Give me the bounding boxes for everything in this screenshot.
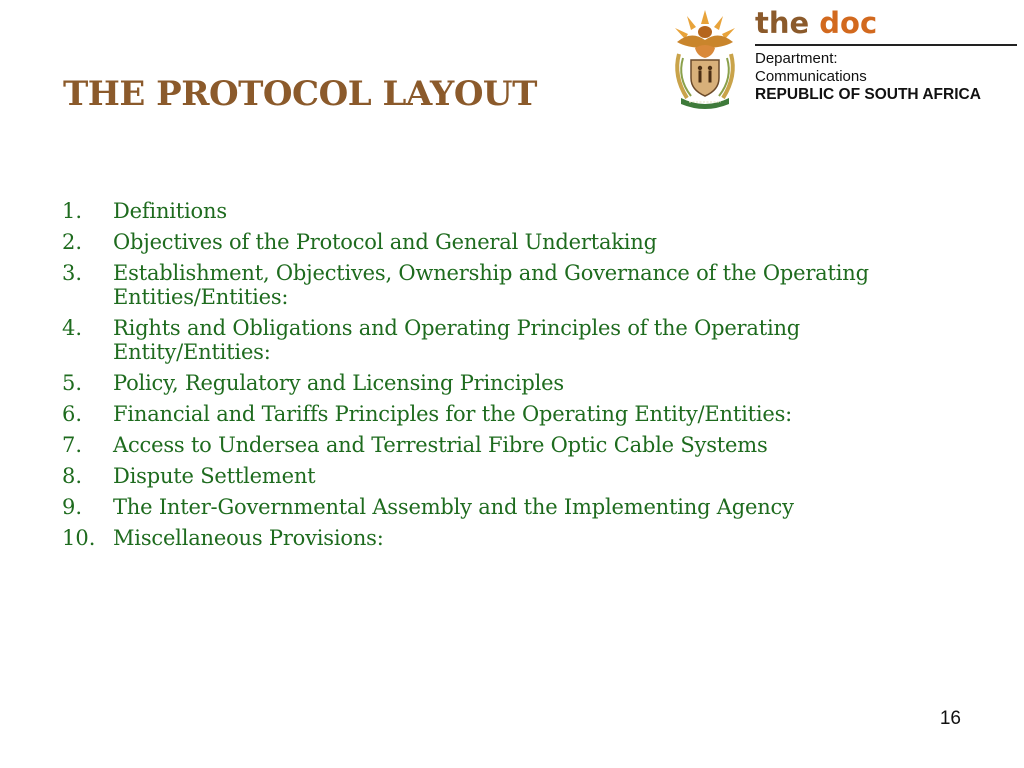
list-item-number: 9.: [62, 495, 83, 519]
list-item: [62, 464, 962, 488]
list-item-text: Miscellaneous Provisions:: [113, 526, 384, 550]
list-item: [62, 495, 962, 519]
list-item-text: The Inter-Governmental Assembly and the Implementing Agency: [113, 495, 794, 519]
list-item-text: Objectives of the Protocol and General Undertaking: [113, 230, 657, 254]
list-item-number: 6.: [62, 402, 83, 426]
south-africa-coat-of-arms-icon: [665, 6, 745, 112]
list-item-number: 2.: [62, 230, 83, 254]
logo-divider: [755, 44, 1017, 46]
list-item: [62, 402, 962, 426]
list-item-text: Dispute Settlement: [113, 464, 316, 488]
brand-wordmark: [755, 6, 877, 40]
list-item-text: Policy, Regulatory and Licensing Principles: [113, 371, 564, 395]
department-line1: Department:: [755, 50, 838, 67]
department-text: [755, 50, 981, 104]
list-item-number: 4.: [62, 316, 83, 340]
list-item-number: 10.: [62, 526, 96, 550]
department-logo: [665, 4, 1017, 116]
list-item: [62, 230, 962, 254]
department-line2: Communications: [755, 68, 867, 85]
list-item-number: 1.: [62, 199, 83, 223]
list-item: [62, 199, 962, 223]
country-name: REPUBLIC OF SOUTH AFRICA: [755, 86, 981, 103]
slide-title: THE PROTOCOL LAYOUT: [63, 74, 537, 114]
page-number: 16: [939, 708, 961, 729]
list-item: [62, 371, 962, 395]
list-item: [62, 526, 962, 550]
brand-the: the: [755, 6, 810, 40]
brand-doc: doc: [819, 6, 878, 40]
list-item-text: Access to Undersea and Terrestrial Fibre Optic Cable Systems: [113, 433, 768, 457]
list-item-text: Definitions: [113, 199, 227, 223]
list-item-text: Financial and Tariffs Principles for the Operating Entity/Entities:: [113, 402, 793, 426]
list-item-number: 7.: [62, 433, 83, 457]
list-item-text: Rights and Obligations and Operating Principles of the Operating Entity/Entities:: [113, 316, 801, 364]
protocol-list: [62, 199, 962, 557]
list-item: [62, 316, 962, 364]
list-item-number: 5.: [62, 371, 83, 395]
list-item-number: 8.: [62, 464, 83, 488]
list-item: [62, 261, 962, 309]
list-item-text: Establishment, Objectives, Ownership and Governance of the Operating Entities/Entities:: [113, 261, 869, 309]
list-item: [62, 433, 962, 457]
list-item-number: 3.: [62, 261, 83, 285]
